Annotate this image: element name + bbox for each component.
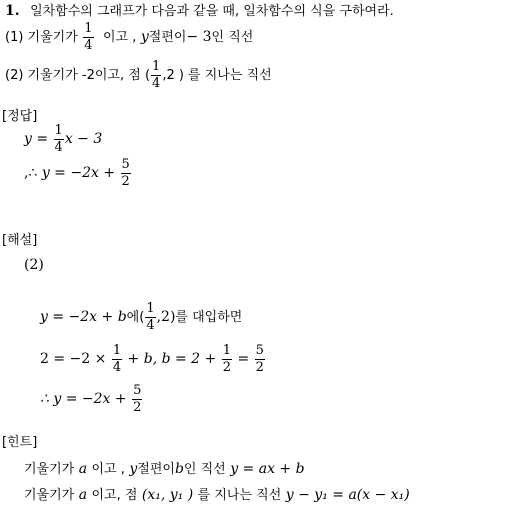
expl2-f2-den: 2 [222,359,232,375]
problem-question: 일차함수의 그래프가 다음과 같을 때, 일차함수의 식을 구하여라. [30,4,394,19]
explanation-line-1 [40,302,242,332]
answer-line-1 [24,124,102,154]
answer1-frac-num: 1 [54,123,63,138]
answer2-frac-den: 2 [121,173,130,189]
answer1-lhs: y = [24,131,49,148]
problem-number: 1. [5,3,20,19]
answer-line-2 [24,158,132,188]
hint1-a: 기울기가 [24,462,75,477]
item1-fraction [83,22,93,52]
hint-header: [힌트] [2,435,38,450]
answer2-fraction [121,158,131,188]
hint1-d: 인 직선 [183,462,226,477]
expl2-fraction-2 [222,344,232,374]
answer2-frac-num: 5 [121,157,130,172]
explanation-line-3 [40,384,143,414]
answer1-fraction [54,124,64,154]
expl2-fraction-3 [255,344,265,374]
expl1-b: 에( [126,310,145,326]
expl1-fraction [145,302,155,332]
expl3-fraction [132,384,142,414]
problem-title-line [5,4,394,18]
expl3-frac-den: 2 [133,399,142,415]
expl2-f1-den: 4 [112,359,122,375]
item2-suffix: ,2 ) 를 지나는 직선 [162,68,272,84]
hint-line-1 [24,462,305,476]
item1-frac-num: 1 [84,21,93,36]
item1-suffix: 절편이 [148,30,187,46]
hint2-point: (x₁, y₁ ) [141,487,194,503]
explanation-line-2 [40,344,266,374]
explanation-header: [해설] [2,233,38,248]
explanation-part: (2) [24,257,44,273]
item2-prefix: (2) 기울기가 -2이고, 점 ( [5,68,151,84]
hint2-var: a [78,487,88,503]
item2-fraction [151,60,161,90]
hint2-c: 를 지나는 직선 [197,488,282,503]
expl2-b: + b, b = 2 + [127,351,217,368]
hint1-var: a [78,461,88,477]
expl1-a: y = −2x + b [40,309,127,326]
expl1-frac-num: 1 [146,301,155,316]
expl2-c: = [237,351,250,368]
answer1-frac-den: 4 [54,139,63,155]
expl2-f2-num: 1 [222,343,232,358]
item2-frac-num: 1 [152,59,161,74]
item1-end: 인 직선 [211,30,254,46]
item1-mid: 이고 , [102,30,137,46]
expl1-c: ,2) [156,309,176,326]
answer-header: [정답] [2,109,38,124]
item1-frac-den: 4 [84,37,93,53]
hint1-y: y [129,461,138,477]
problem-item-2 [5,60,272,90]
hint1-eq: y = ax + b [230,461,305,477]
problem-item-1 [5,22,253,52]
answer2-eq: y = −2x + [41,165,116,182]
expl2-f1-num: 1 [112,343,122,358]
expl3-a: ∴ y = −2x + [40,391,127,408]
hint-line-2 [24,488,410,502]
expl2-a: 2 = −2 × [40,351,107,368]
expl2-fraction-1 [112,344,122,374]
item1-prefix: (1) 기울기가 [5,30,78,46]
item1-value: − 3 [186,29,212,46]
item2-frac-den: 4 [152,75,161,91]
hint1-bvar: b [174,461,184,477]
answer2-prefix: ,∴ [24,165,38,182]
expl2-f3-num: 5 [255,343,264,358]
answer1-rhs: x − 3 [64,131,103,148]
hint2-a: 기울기가 [24,488,75,503]
expl1-d: 를 대입하면 [175,310,243,326]
hint1-c: 절편이 [137,462,175,477]
hint1-b: 이고 , [91,462,125,477]
expl2-f3-den: 2 [255,359,264,375]
expl3-frac-num: 5 [133,383,142,398]
expl1-frac-den: 4 [146,317,155,333]
hint2-b: 이고, 점 [91,488,138,503]
hint2-eq: y − y₁ = a(x − x₁) [285,487,410,503]
item1-y: y [140,29,149,46]
